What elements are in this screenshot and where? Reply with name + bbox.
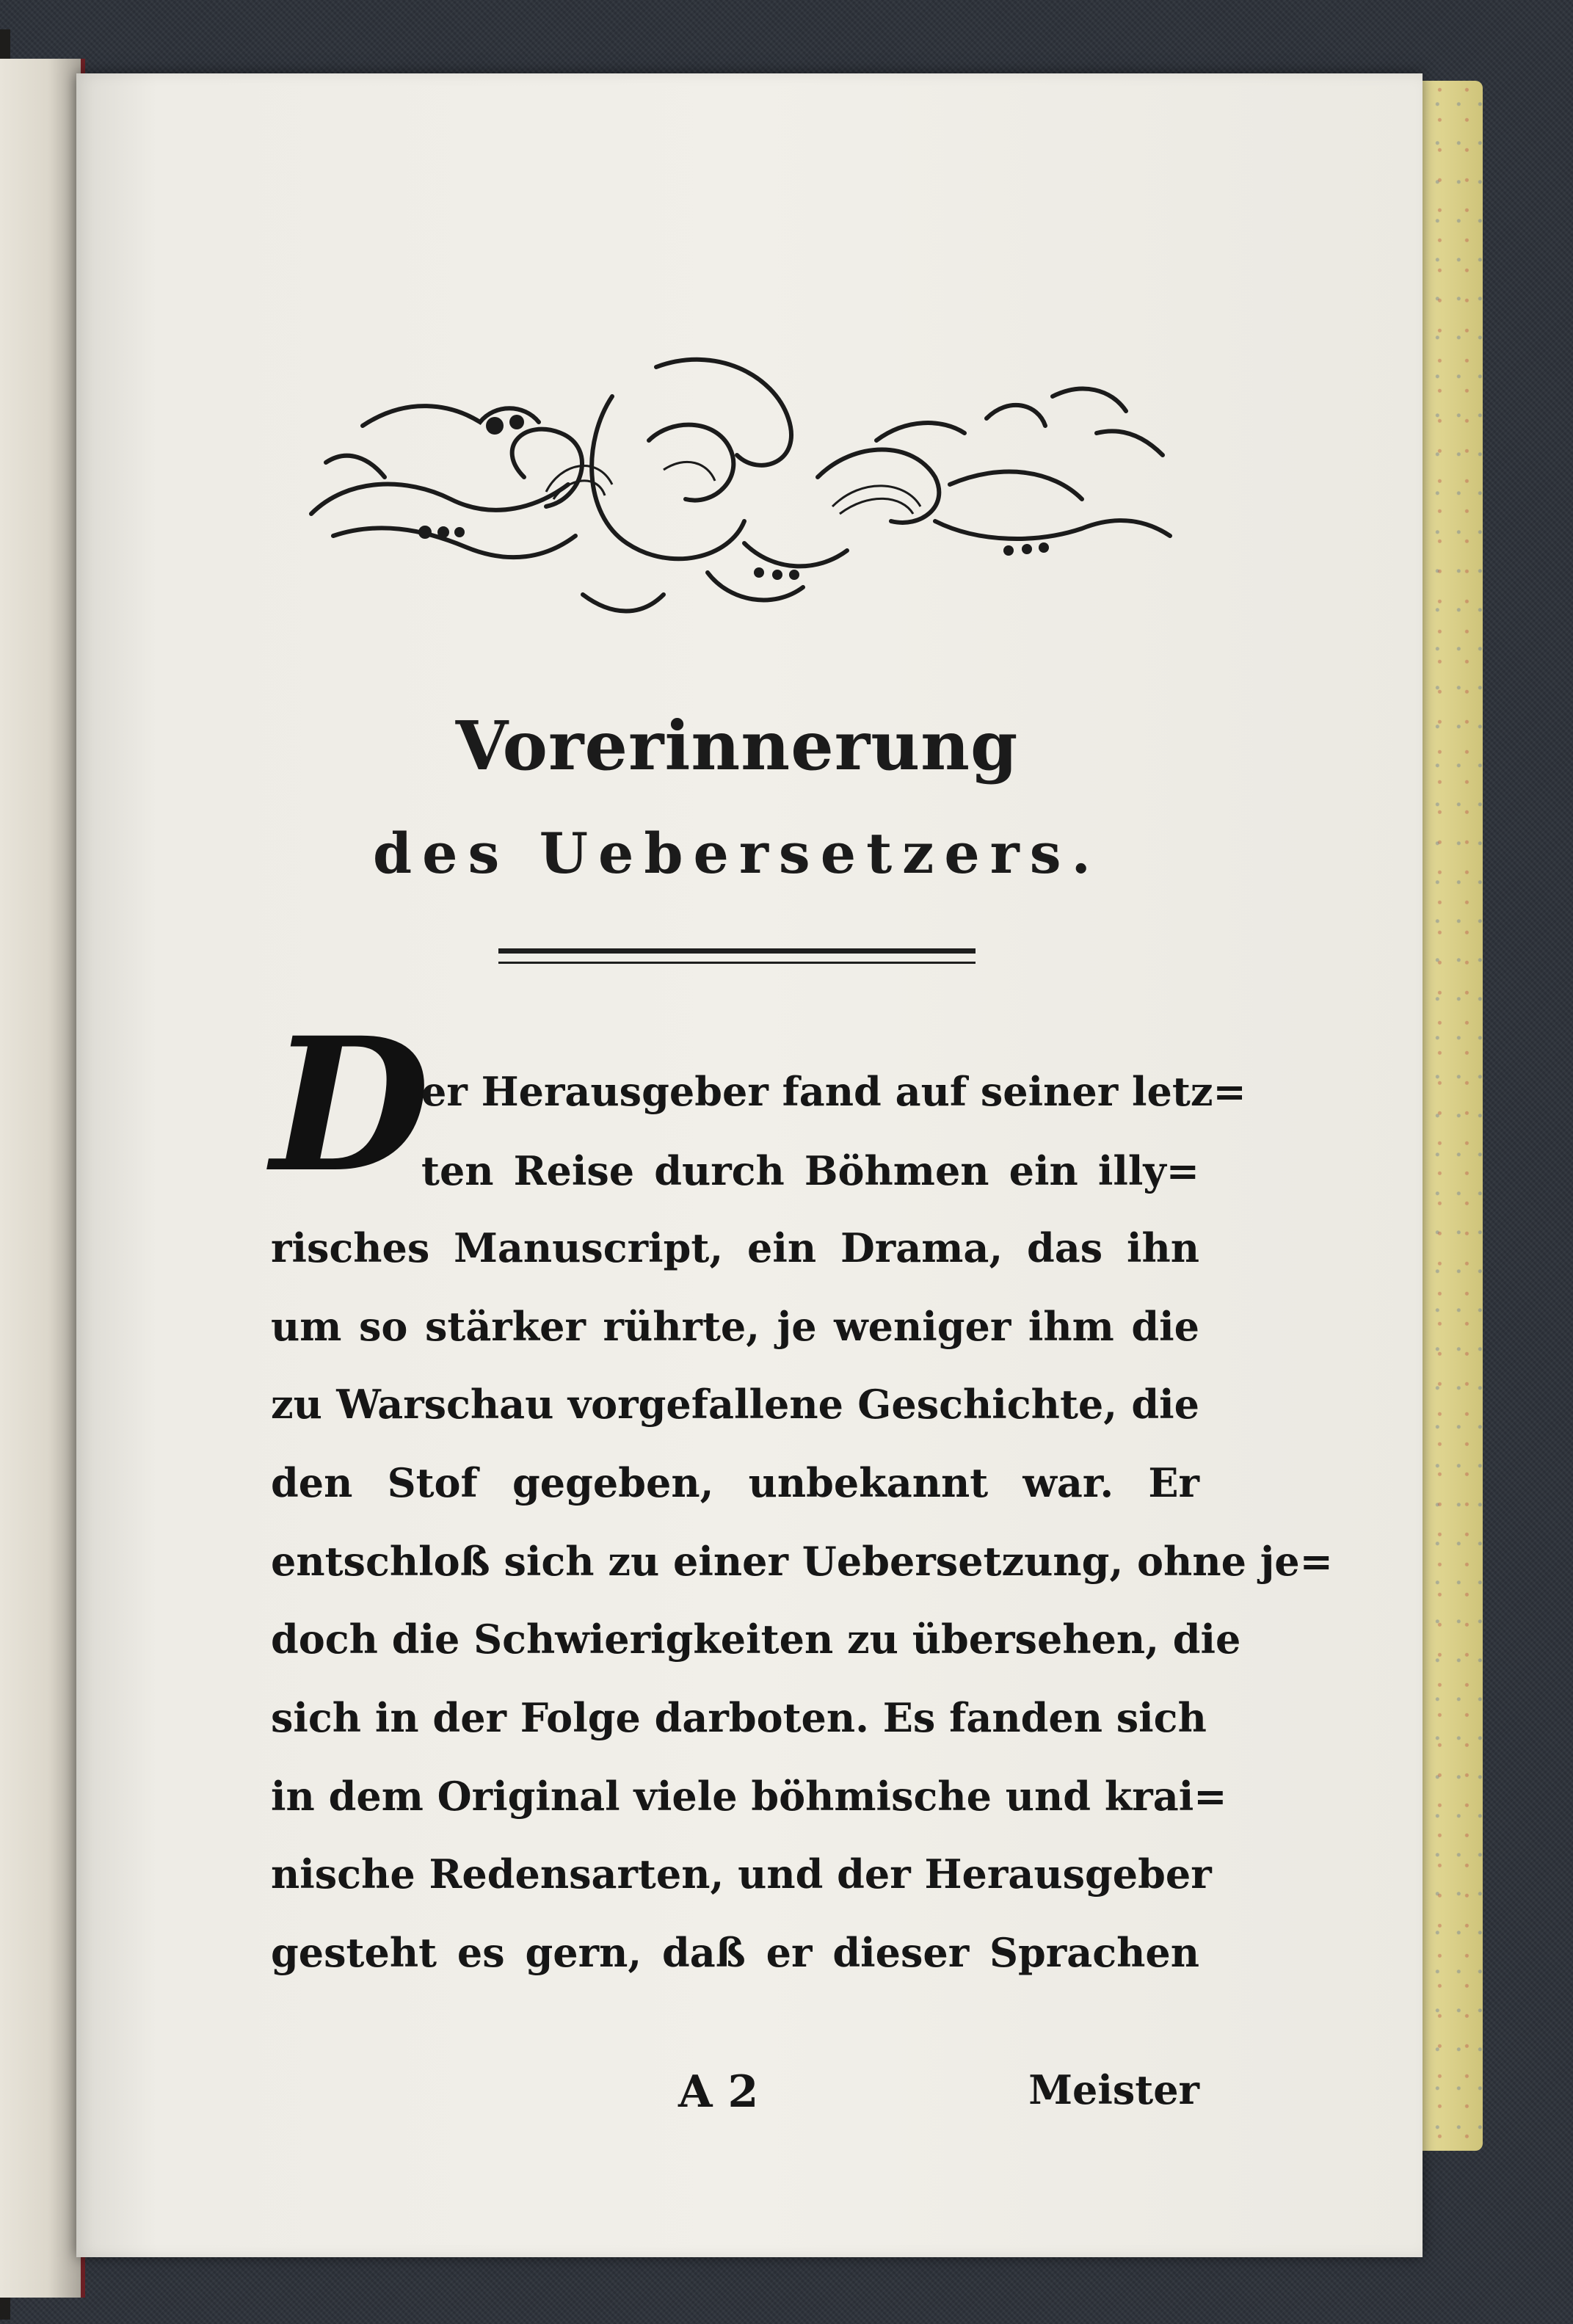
text-line: ten Reise durch Böhmen ein illy=	[421, 1147, 1199, 1194]
text-line: zu Warschau vorgefallene Geschichte, die	[271, 1381, 1199, 1428]
text-line: entschloß sich zu einer Uebersetzung, ohne je=	[271, 1538, 1333, 1585]
text-line: doch die Schwierigkeiten zu übersehen, die	[271, 1616, 1241, 1663]
text-line: um so stärker rührte, je weniger ihm die	[271, 1303, 1199, 1350]
facing-page	[0, 59, 85, 2298]
text-line: risches Manuscript, ein Drama, das ihn	[271, 1224, 1199, 1271]
title-rule-thin	[498, 962, 976, 964]
text-line: gesteht es gern, daß er dieser Sprachen	[271, 1929, 1199, 1976]
catchword: Meister	[1028, 2066, 1199, 2113]
text-line: nische Redensarten, und der Herausgeber	[271, 1851, 1212, 1898]
text-line: den Stof gegeben, unbekannt war. Er	[271, 1459, 1199, 1506]
text-line: in dem Original viele böhmische und krai=	[271, 1773, 1227, 1820]
headpiece-ornament	[304, 352, 1185, 631]
signature-mark: A 2	[678, 2066, 759, 2118]
book-page	[76, 73, 1423, 2257]
page-title: Vorerinnerung	[455, 706, 1019, 785]
text-line: er Herausgeber fand auf seiner letz=	[421, 1068, 1246, 1115]
drop-cap: D	[271, 997, 430, 1213]
text-line: sich in der Folge darboten. Es fanden sich	[271, 1694, 1207, 1741]
title-rule-thick	[498, 948, 976, 954]
page-subtitle: des Uebersetzers.	[373, 821, 1101, 886]
